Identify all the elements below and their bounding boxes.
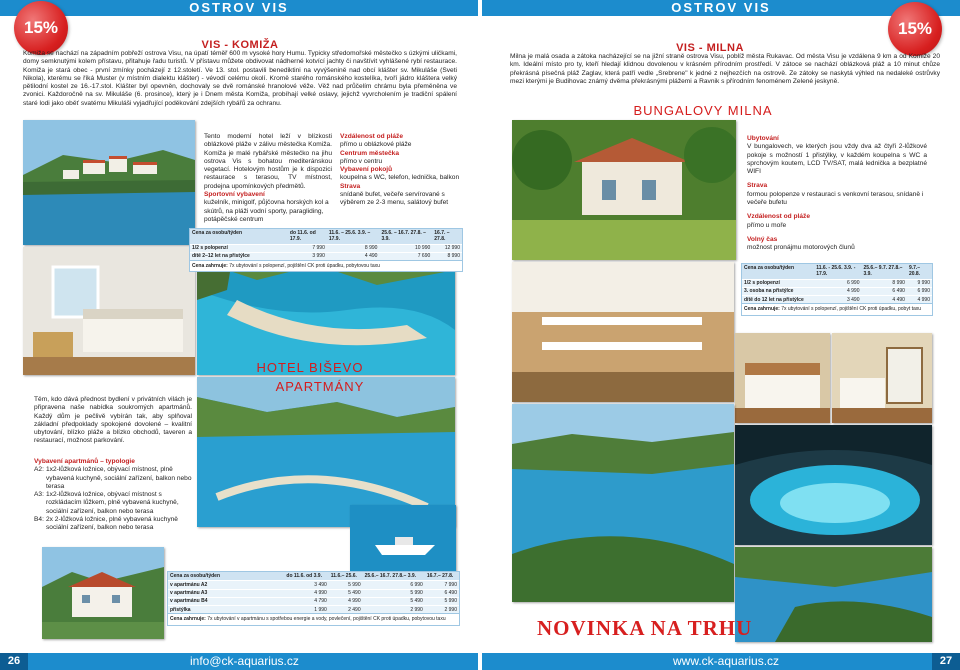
note-text: 7x ubytování s polopenzí, pojištění CK proti úpadku, pobyt taxu [781, 306, 922, 313]
table-row [742, 264, 932, 279]
novinka-label: NOVINKA NA TRHU [537, 616, 753, 640]
note-text: 7x ubytování s polopenzí, pojištění CK proti úpadku, pobytovou taxu [229, 263, 380, 269]
table-row [190, 229, 462, 244]
table-cell: v apartmánu A2 [168, 581, 284, 589]
table-header: Cena za osobu/týden [168, 572, 284, 581]
table-cell: 6 990 [363, 581, 425, 589]
table-header: Cena za osobu/týden [190, 229, 288, 244]
bisevo-desc [204, 133, 332, 224]
table-row [742, 279, 932, 287]
bisevo-info-head: Strava [340, 182, 361, 190]
table-cell: 3 490 [284, 581, 328, 589]
bungalovy-info-text: formou polopenze v restauraci s venkovní terasou, snídaně i večeře bufetu [747, 190, 924, 207]
table-header: Cena za osobu/týden [742, 264, 814, 279]
bungalovy-info-text: V bungalovech, ve kterých jsou vždy dva až čtyři 2-lůžkové pokoje s možností 1 přistýlky, v každém koupelna s WC a sprchovým koutem, LCD TV/SAT, malá lednička a bezplatné WIFI [747, 143, 927, 176]
footer-web-link[interactable]: www.ck-aquarius.cz [673, 654, 780, 668]
bisevo-price-note [190, 260, 462, 271]
bisevo-info-text: snídaně bufet, večeře servírované s výběrem ze 2-3 menu, salátový bufet [340, 191, 449, 207]
list-item [34, 491, 192, 516]
table-cell: 1/2 s polopenzí [742, 279, 814, 287]
table-cell: 5 990 [329, 581, 363, 589]
table-cell: 2 990 [363, 606, 425, 614]
bisevo-info [340, 133, 460, 208]
type-code: A2: [34, 466, 44, 474]
type-code: B4: [34, 516, 44, 524]
table-cell: 5 490 [363, 597, 425, 605]
bisevo-info-head: Centrum městečka [340, 149, 400, 157]
table-cell: v apartmánu B4 [168, 597, 284, 605]
discount-badge-right [888, 2, 942, 56]
table-cell: 4 990 [284, 589, 328, 597]
table-header: 25.6.– 9.7. 27.8.– 3.9. [861, 264, 906, 279]
milna-title: VIS - MILNA [676, 42, 744, 54]
table-row [168, 597, 459, 605]
table-cell: 5 490 [329, 589, 363, 597]
table-cell: 4 990 [907, 296, 932, 304]
bungalovy-info [747, 135, 927, 253]
table-header: do 11.6. od 3.9. [284, 572, 328, 581]
discount-text: 15% [897, 19, 933, 38]
page-number-left: 26 [0, 653, 28, 670]
bisevo-info-text: přímo v centru [340, 157, 383, 165]
table-cell: 7 990 [425, 581, 459, 589]
bisevo-info-text: koupelna s WC, telefon, lednička, balkon [340, 174, 460, 182]
table-cell: 8 990 [327, 244, 380, 252]
note-text: 7x ubytování v apartmánu s spotřebou energie a vody, povlečení, pojištění CK proti úpadku, pobytovou taxu [207, 616, 446, 623]
table-cell: 8 990 [432, 252, 462, 260]
table-cell: 3 490 [814, 296, 861, 304]
table-cell: 6 490 [425, 589, 459, 597]
bungalovy-info-head: Strava [747, 182, 768, 190]
table-cell: dítě do 12 let na přistýlce [742, 296, 814, 304]
table-row [168, 606, 459, 614]
apartmany-intro: Těm, kdo dává přednost bydlení v privátních vilách je připravena naše nabídka soukromých apartmánů. Každý dům je pečlivě vybírán tak, aby splňoval základní předpoklady spokojené dovolené – kvalitní ubytování, blízko pláže a blízko obchodů, taveren a restaurací, možnost parkování. [34, 396, 192, 445]
table-cell: 7 690 [379, 252, 432, 260]
type-code: A3: [34, 491, 44, 499]
type-desc: 1x2-lůžková ložnice, obývací místnost s rozkládacím lůžkem, plně vybavená kuchyně, sociální zařízení, balkon nebo terasa [46, 491, 179, 515]
table-row [190, 252, 462, 260]
table-cell: 10 990 [379, 244, 432, 252]
bungalovy-price-note [742, 303, 932, 314]
komiza-text: Komiža se nachází na západním pobřeží ostrova Visu, na úpatí téměř 600 m vysoké hory Humu. Typicky středomořské městečko s úzkými uličkami, domy semknutými kolem přístavu, přitahuje řadu turistů. V přístavu můžete obdivovat nádherné kotvící jachty či navštívit vyhlášené rybí restaurace. Komiža je stará obec - první zmínky pocházejí z 12.století. Ve 13. stol. postavili benediktini na vyvýšenině nad obcí klášter sv. Mikuláše (Sveti Nikola), kterému se říká Muster (v místním dialektu klášter) - vévodí celému okolí. Kromě starého románského kostelíka, tvoří jádro kláštera velký pětilodní kostel ze 16.-17.stol. Klášter byl opevněn, dochovaly se dvě románské hranolové věže. Věž nad průčelím chrámu byla přeměněna ve zvonici. Každoročně na sv. Mikuláše (6. prosince), který je i Dnem města Komiža, probíhají velké oslavy, jejichž vyvrcholením je tradiční spálení staré lodi jako oběť svatému Mikuláši vyjadřující poděkování zdejších rybářů za ochranu. [23, 50, 457, 107]
table-cell: 4 490 [327, 252, 380, 260]
type-desc: 1x2-lůžková ložnice, obývací místnost, plně vybavená kuchyně, sociální zařízení, balkon nebo terasa [46, 466, 192, 490]
bisevo-info-head: Vybavení pokojů [340, 166, 393, 174]
bungalovy-info-text: přímo u moře [747, 221, 787, 229]
table-cell: dítě 2–12 let na přistýlce [190, 252, 288, 260]
photo-green-cave [735, 425, 932, 545]
table-header: do 11.6. od 17.9. [288, 229, 327, 244]
table-cell: 5 990 [363, 589, 425, 597]
photo-boat [350, 505, 456, 575]
header-title-right: OSTROV VIS [671, 0, 771, 15]
photo-coastline [735, 547, 932, 642]
bisevo-sport-head: Sportovní vybavení [204, 191, 265, 199]
table-row [168, 581, 459, 589]
apartmany-price-table [167, 571, 460, 626]
table-cell: 8 990 [861, 279, 906, 287]
table-cell: 3. osoba na přistýlce [742, 287, 814, 295]
bungalovy-title: BUNGALOVY MILNA [633, 103, 773, 118]
photo-bisevo-room [23, 247, 195, 375]
table-header: 9.7.– 20.8. [907, 264, 932, 279]
table-cell: 12 990 [432, 244, 462, 252]
table-header: 25.6. – 16.7. 27.8. – 3.9. [379, 229, 432, 244]
bungalovy-info-head: Vzdálenost od pláže [747, 213, 811, 221]
table-header: 16.7. – 27.8. [432, 229, 462, 244]
bisevo-title: HOTEL BIŠEVO [256, 360, 364, 375]
table-cell: 6 490 [861, 287, 906, 295]
table-cell: 5 990 [425, 597, 459, 605]
apartmany-types [34, 458, 192, 533]
table-header: 11.6. – 25.6. 3.9. – 17.9. [327, 229, 380, 244]
apartmany-title: APARTMÁNY [275, 379, 365, 394]
table-cell: v apartmánu A3 [168, 589, 284, 597]
note-label: Cena zahrnuje: [192, 263, 228, 269]
table-cell: 3 990 [288, 252, 327, 260]
discount-text: 15% [23, 18, 59, 37]
bungalovy-info-head: Ubytování [747, 135, 779, 142]
table-cell: 2 490 [329, 606, 363, 614]
photo-villa [42, 547, 164, 639]
header-title-left: OSTROV VIS [189, 0, 289, 15]
type-desc: 2x 2-lůžková ložnice, plně vybavená kuchyně sociální zařízení, balkon nebo terasa [46, 516, 178, 532]
header-bar-left [0, 0, 478, 16]
bisevo-price-table [189, 228, 463, 272]
bungalovy-price-table [741, 263, 933, 316]
discount-badge-left [14, 1, 68, 55]
table-cell: 4 790 [284, 597, 328, 605]
page-number-right: 27 [932, 653, 960, 670]
table-cell: 6 990 [907, 287, 932, 295]
table-cell: 1/2 s polopenzí [190, 244, 288, 252]
table-cell: 6 990 [814, 279, 861, 287]
table-cell: 4 490 [861, 296, 906, 304]
photo-restaurant [512, 262, 734, 402]
table-cell: 2 990 [425, 606, 459, 614]
note-label: Cena zahrnuje: [744, 306, 780, 313]
table-cell: přistýlka [168, 606, 284, 614]
bisevo-desc-text: Tento moderní hotel leží v blízkosti oblázkové pláže v zálivu městečka Komiža. Komiža je malé rybářské městečko na jihu ostrova Vis s bohatou mediteránskou vegetací. Hotelovým hostům je k dispozici restaurace s terasou, TV místnost, prodejna upomínkových předmětů. [204, 133, 332, 190]
list-item [34, 466, 192, 491]
note-label: Cena zahrnuje: [170, 616, 206, 623]
table-header: 25.6.– 16.7. 27.8.– 3.9. [363, 572, 425, 581]
bisevo-info-text: přímo u oblázkové pláže [340, 141, 412, 149]
bisevo-info-head: Vzdálenost od pláže [340, 133, 404, 140]
apartmany-types-head: Vybavení apartmánů – typologie [34, 458, 135, 465]
komiza-title: VIS - KOMIŽA [201, 39, 279, 51]
photo-island-bay [512, 404, 734, 602]
table-cell: 1 990 [284, 606, 328, 614]
footer-email-link[interactable]: info@ck-aquarius.cz [190, 654, 299, 668]
table-row [190, 244, 462, 252]
milna-text: Milna je malá osada a zátoka nacházející se na jižní straně ostrova Visu, poblíž města Rukavac. Od města Visu je vzdálena 9 km a od Komiže 20 km. Ideální místo pro ty, kteří hledají klidnou dovolenou v krásném přírodním prostředí. V zátoce se nachází oblázková pláž a 10 minut chůze překrásná písečná pláž Zaglav, která patří vedle „Srebrene" k jedné z nejhezčích na ostrově. Ze zátoky se naskytá výhled na nedaleké ostrůvky mezi kterými je Budihovac známý dvěma překrásnými plážemi a Ravnik s přírodním fenoménem Zelené jeskyně. [510, 53, 940, 85]
table-row [742, 287, 932, 295]
table-row [168, 589, 459, 597]
table-cell: 4 990 [814, 287, 861, 295]
photo-bedroom-2 [832, 333, 932, 423]
table-cell: 7 990 [288, 244, 327, 252]
table-cell: 4 990 [329, 597, 363, 605]
list-item [34, 516, 192, 533]
table-row [742, 296, 932, 304]
photo-bungalow [512, 120, 736, 260]
header-bar-right [482, 0, 960, 16]
photo-komiza-town [23, 120, 195, 245]
bisevo-sport-text: kuželník, minigolf, půjčovna horských kol a skútrů, na pláži vodní sporty, paragliding, potápěčské centrum [204, 199, 329, 223]
table-row [168, 572, 459, 581]
photo-bedroom-1 [735, 333, 830, 423]
bungalovy-info-head: Volný čas [747, 235, 778, 243]
table-header: 11.6.– 25.6. [329, 572, 363, 581]
table-header: 11.6. - 25.6. 3.9. - 17.9. [814, 264, 861, 279]
table-header: 16.7.– 27.8. [425, 572, 459, 581]
apartmany-price-note [168, 613, 459, 624]
bungalovy-info-text: možnost pronájmu motorových člunů [747, 244, 855, 252]
table-cell: 9 990 [907, 279, 932, 287]
